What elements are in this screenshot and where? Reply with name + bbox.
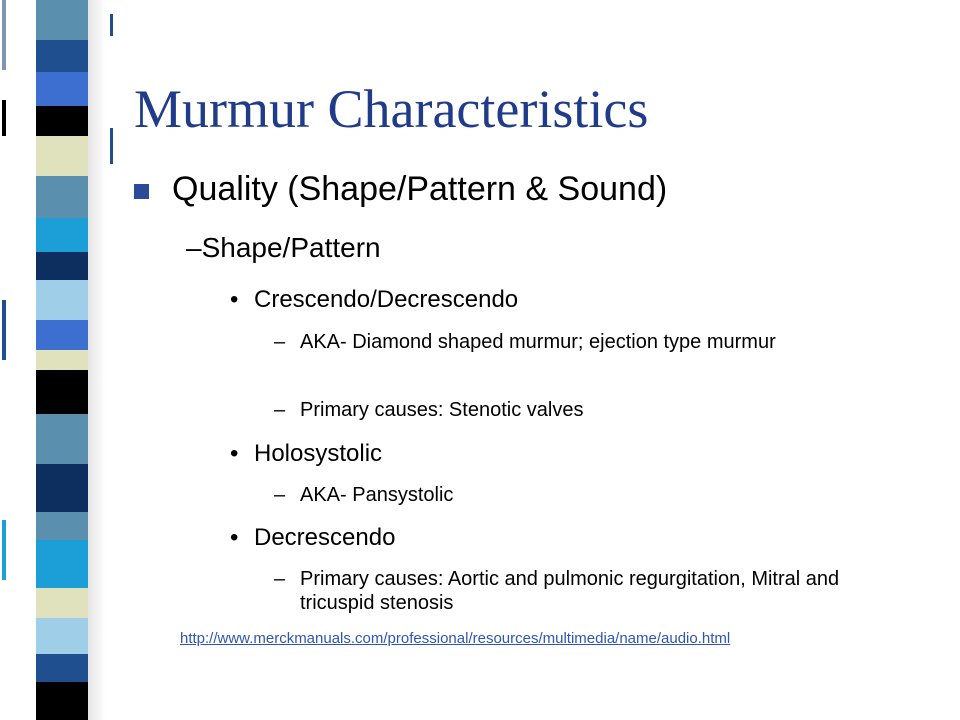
stripe-shadow [88, 0, 106, 720]
detail-line [274, 330, 914, 354]
slide-title: Murmur Characteristics [134, 79, 649, 139]
stripe-block [36, 280, 88, 320]
stripe-block [36, 512, 88, 540]
stripe-block [36, 618, 88, 654]
stripe-block [36, 40, 88, 72]
detail-text: Primary causes: Stenotic valves [300, 399, 584, 421]
item-label: Decrescendo [254, 524, 396, 551]
item-label: Crescendo/Decrescendo [254, 286, 519, 313]
stripe-accent [2, 300, 6, 360]
square-bullet-icon [134, 184, 149, 199]
decorative-stripe [0, 0, 120, 720]
stripe-block [36, 218, 88, 252]
stripe-block [36, 320, 88, 350]
stripe-block [36, 176, 88, 218]
stripe-block [36, 654, 88, 682]
detail-text: Primary causes: Aortic and pulmonic regurgitation, Mitral and tricuspid stenosis [300, 568, 840, 614]
dash-marker: – [274, 568, 286, 590]
detail-line [274, 567, 914, 615]
stripe-accent [110, 14, 113, 36]
detail-line [274, 483, 914, 507]
bullet-dot-icon: • [230, 524, 239, 551]
item-label: Holosystolic [254, 440, 383, 467]
stripe-block [36, 136, 88, 176]
stripe-block [36, 72, 88, 106]
stripe-block [36, 0, 88, 40]
stripe-block [36, 252, 88, 280]
stripe-block [36, 370, 88, 414]
dash-marker: – [274, 484, 286, 506]
dash-marker: – [274, 399, 286, 421]
stripe-block [36, 350, 88, 370]
stripe-block [36, 464, 88, 512]
bullet-dot-icon: • [230, 440, 239, 467]
dash-marker: – [186, 232, 202, 263]
sub-bullet-shape-pattern [186, 232, 381, 264]
stripe-accent [2, 0, 6, 70]
dash-marker: – [274, 331, 286, 353]
stripe-block [36, 106, 88, 136]
stripe-block [36, 588, 88, 618]
stripe-block [36, 540, 88, 588]
stripe-accent [2, 100, 6, 136]
stripe-block [36, 682, 88, 720]
detail-line [274, 398, 914, 422]
bullet-dot-icon: • [230, 286, 239, 313]
detail-text: AKA- Pansystolic [300, 484, 454, 506]
main-bullet-text: Quality (Shape/Pattern & Sound) [172, 170, 668, 208]
stripe-block [36, 414, 88, 464]
detail-text: AKA- Diamond shaped murmur; ejection type murmur [300, 331, 776, 353]
stripe-accent [2, 520, 6, 580]
sub-bullet-text: Shape/Pattern [201, 232, 381, 263]
stripe-accent [110, 128, 113, 164]
source-link[interactable]: http://www.merckmanuals.com/professional/resources/multimedia/name/audio.html [180, 630, 731, 647]
